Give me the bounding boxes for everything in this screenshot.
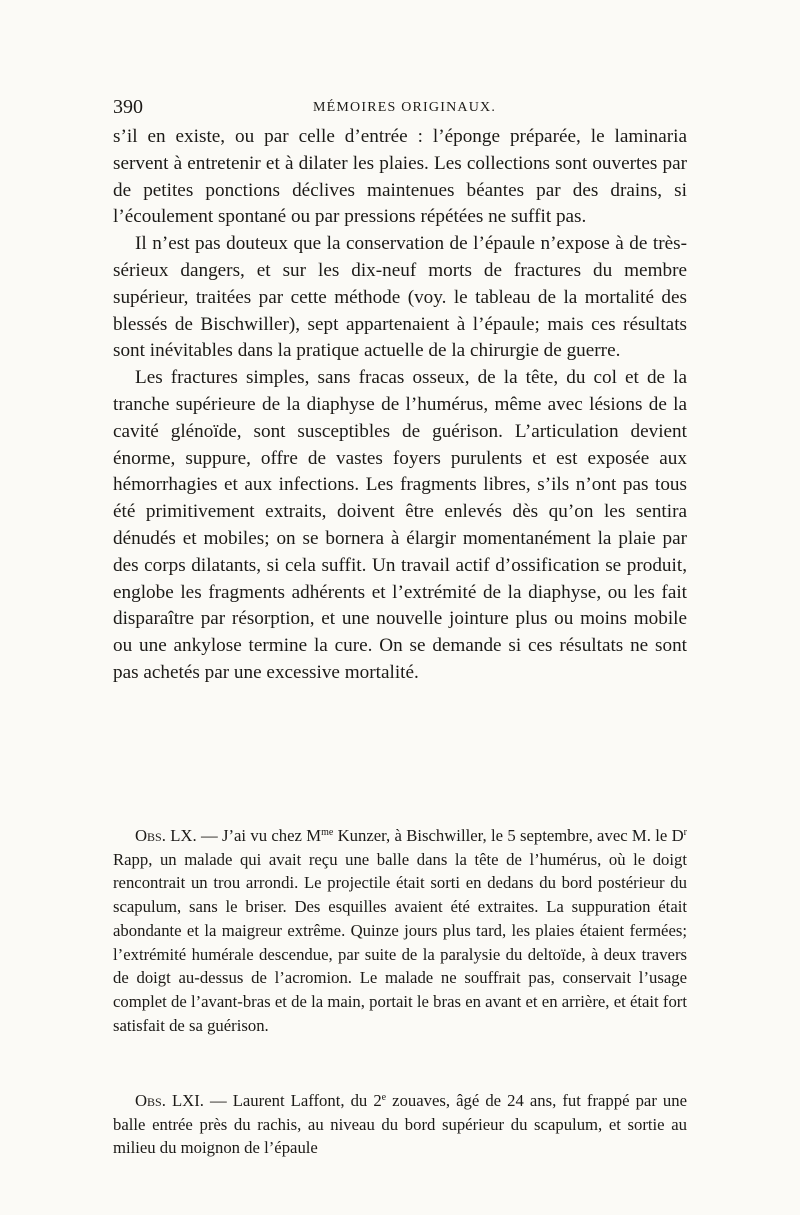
superscript-me: me bbox=[321, 827, 334, 838]
observation-lxi-label: Obs. LXI. bbox=[135, 1091, 204, 1110]
paragraph-3: Les fractures simples, sans fracas osseux, de la tête, du col et de la tranche supérieure de la diaphyse de l’humérus, même avec lésions de la cavité glénoïde, sont susceptibles de guérison. L’articulation devient énorme, suppure, offre de vastes foyers purulents et est exposée aux hémorrhagies et aux infections. Les fragments libres, s’ils n’ont pas tous été primitivement extraits, doivent être enlevés dès qu’on les sentira dénudés et mobiles; on se bornera à élargir momentanément la plaie par des corps dilatants, si cela suffit. Un travail actif d’ossification se produit, englobe les fragments adhérents et l’extrémité de la diaphyse, ou les fait disparaître par résorption, et une nouvelle jointure plus ou moins mobile ou une ankylose termine la cure. On se demande si ces résultats ne sont pas achetés par une excessive mortalité. bbox=[113, 367, 687, 683]
observation-lx bbox=[113, 824, 687, 1037]
observation-lxi-part-a: — Laurent Laffont, du 2 bbox=[203, 1091, 382, 1110]
superscript-r: r bbox=[683, 827, 688, 838]
page-header bbox=[113, 96, 687, 120]
paragraph-2: Il n’est pas douteux que la conservation de l’épaule n’expose à de très-sérieux dangers, et sur les dix-neuf morts de fractures du membre supérieur, traitées par cette méthode (voy. le tableau de la mortalité des blessés de Bischwiller), sept appartenaient à l’épaule; mais ces résultats sont inévitables dans la pratique actuelle de la chirurgie de guerre. bbox=[113, 233, 687, 362]
paragraph-1: s’il en existe, ou par celle d’entrée : l’éponge préparée, le laminaria servent à entretenir et à dilater les plaies. Les collections sont ouvertes par de petites ponctions déclives maintenues béantes par des drains, si l’écoulement spontané ou par pressions répétées ne suffit pas. bbox=[113, 126, 687, 228]
observation-lxi-text bbox=[113, 1089, 687, 1160]
superscript-e: e bbox=[381, 1092, 387, 1103]
running-title: MÉMOIRES ORIGINAUX. bbox=[313, 100, 497, 115]
observation-lx-part-a: — J’ai vu chez M bbox=[196, 826, 322, 845]
observation-lx-part-b: Kunzer, à Bischwiller, le 5 septembre, avec M. le D bbox=[333, 826, 684, 845]
observation-lxi bbox=[113, 1089, 687, 1160]
main-text bbox=[113, 124, 687, 687]
observation-lx-part-c: Rapp, un malade qui avait reçu une balle dans la tête de l’humérus, où le doigt rencontrait un trou arrondi. Le projectile était sorti en dedans du bord postérieur du scapulum, sans le briser. Des esquilles avaient été extraites. La suppuration était abondante et la maigreur extrême. Quinze jours plus tard, les plaies étaient fermées; l’extrémité humérale descendue, par suite de la paralysie du deltoïde, à deux travers de doigt au-dessus de l’acromion. Le malade ne souffrait pas, conservait l’usage complet de l’avant-bras et de la main, portait le bras en avant et en arrière, et était fort satisfait de sa guérison. bbox=[113, 849, 687, 1035]
page-number: 390 bbox=[113, 96, 143, 118]
observation-lxi-part-b: zouaves, âgé de 24 ans, fut frappé par une balle entrée près du rachis, au niveau du bord supérieur du scapulum, et sortie au milieu du moignon de l’épaule bbox=[113, 1091, 688, 1158]
observation-lx-text bbox=[113, 824, 687, 1037]
observation-lx-label: Obs. LX. bbox=[135, 826, 197, 845]
